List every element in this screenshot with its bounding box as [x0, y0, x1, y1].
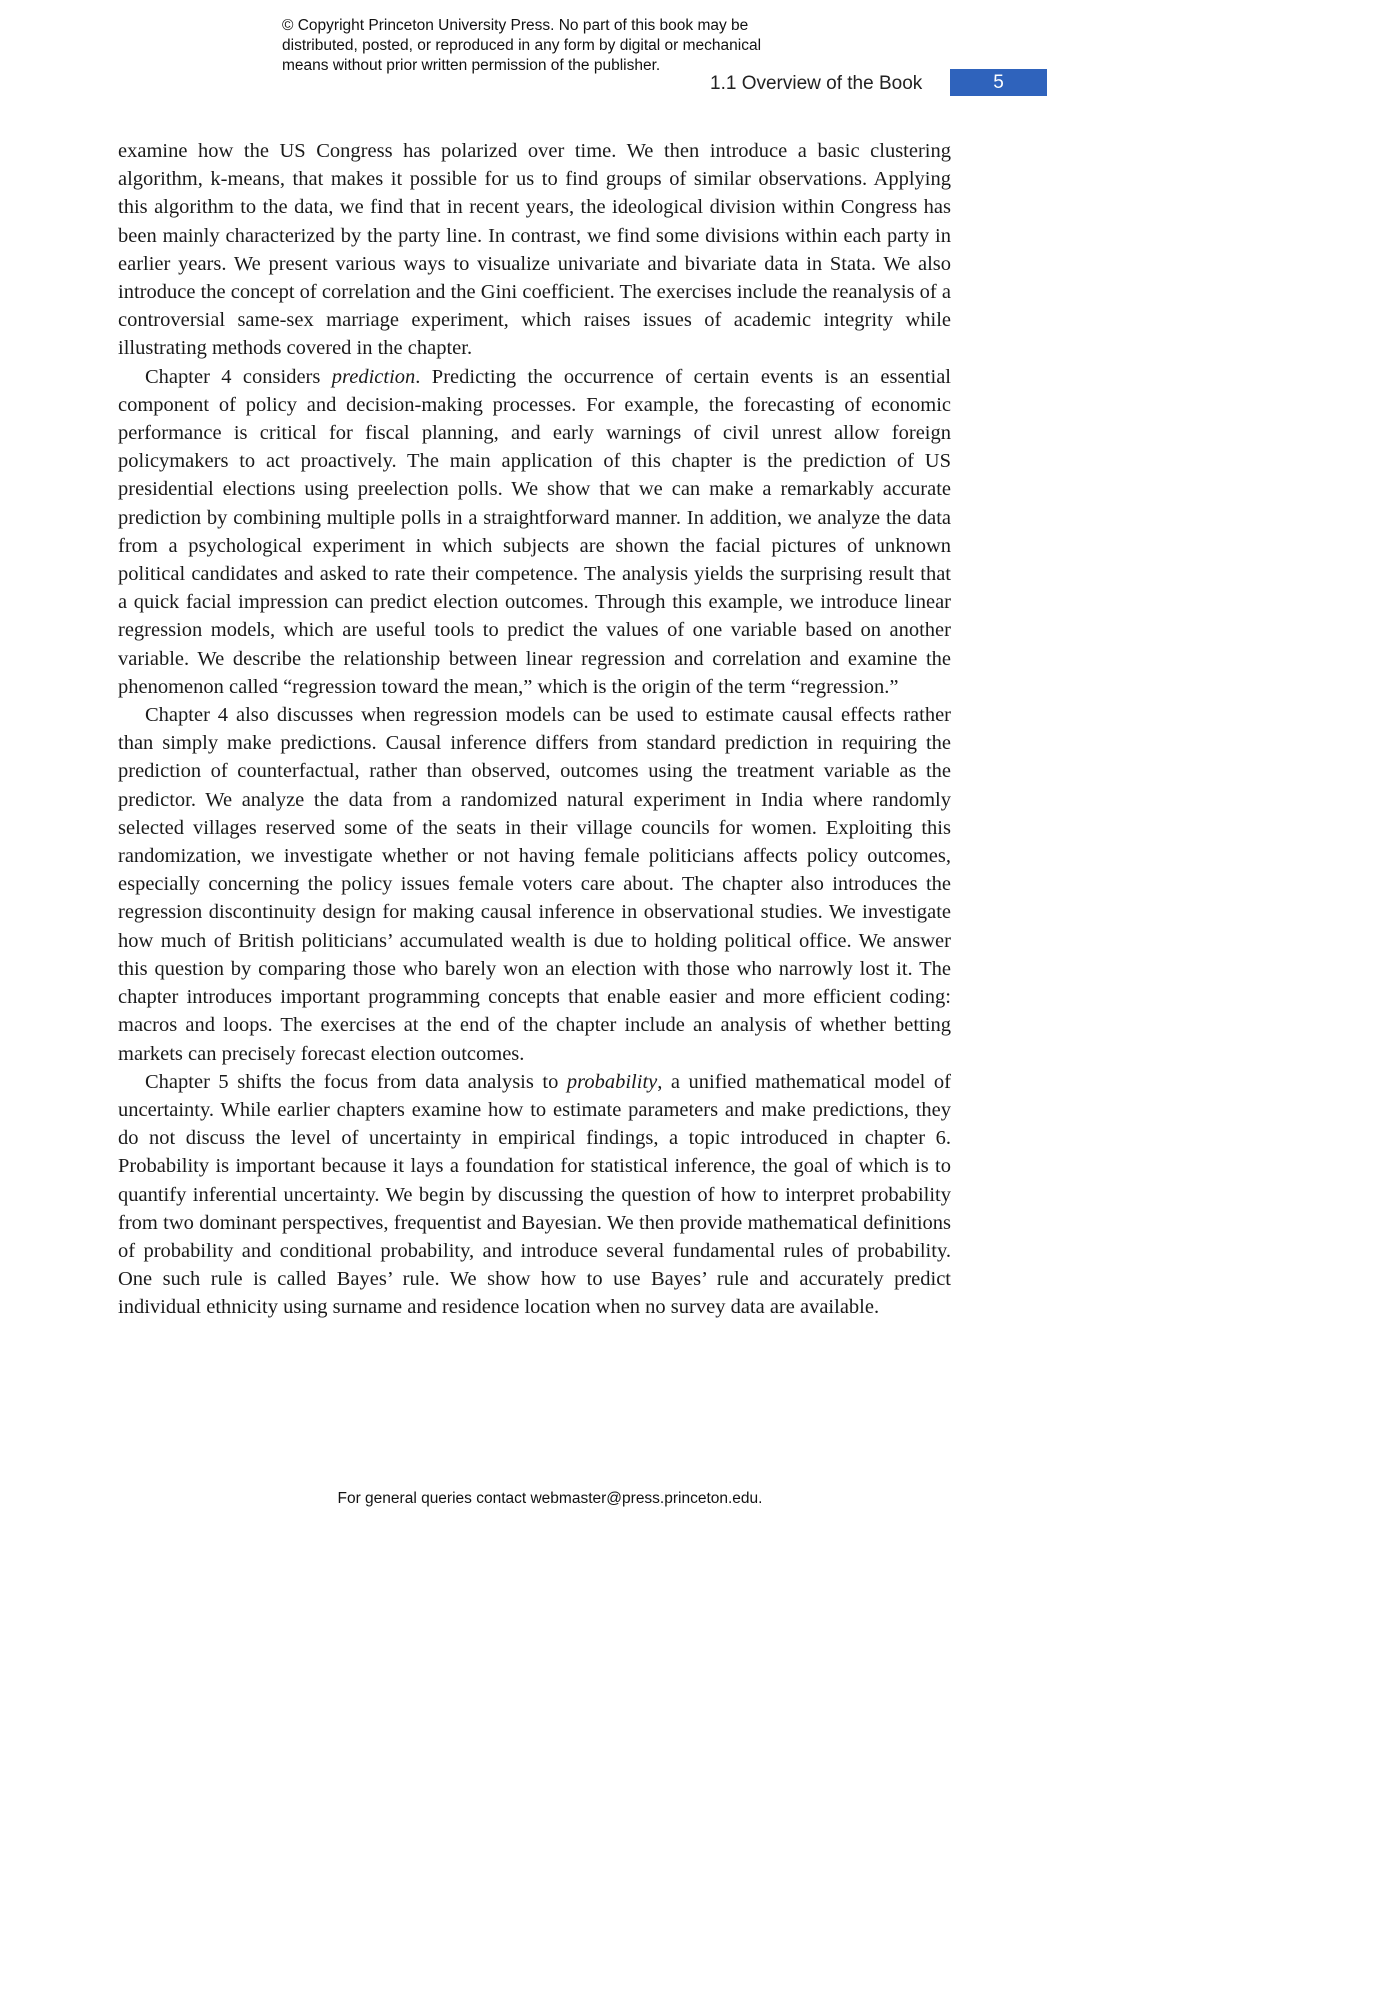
paragraph-text: . Predicting the occurrence of certain events is an essential component of policy and decision-making processes. For example, the forecasting of economic performance is critical for fiscal planning, and early warnings of civil unrest allow foreign policymakers to act proactively. The main application of this chapter is the prediction of US presidential elections using preelection polls. We show that we can make a remarkably accurate prediction by combining multiple polls in a straightforward manner. In addition, we analyze the data from a psychological experiment in which subjects are shown the facial pictures of unknown political candidates and asked to rate their competence. The analysis yields the surprising result that a quick facial impression can predict election outcomes. Through this example, we introduce linear regression models, which are useful tools to predict the values of one variable based on another variable. We describe the relationship between linear regression and correlation and examine the phenomenon called “regression toward the mean,” which is the origin of the term “regression.” — [118, 365, 951, 698]
running-head: 1.1 Overview of the Book — [710, 73, 923, 94]
copyright-line: © Copyright Princeton University Press. No part of this book may be — [282, 17, 749, 34]
copyright-line: distributed, posted, or reproduced in any form by digital or mechanical — [282, 37, 762, 54]
paragraph-text: Chapter 5 shifts the focus from data analysis to — [145, 1070, 567, 1093]
emphasis-term: probability — [566, 1070, 658, 1093]
paragraph-chapter-4-prediction — [118, 363, 951, 701]
body-text — [118, 137, 951, 1322]
copyright-notice — [282, 16, 882, 76]
footer-contact: For general queries contact webmaster@press.princeton.edu. — [337, 1490, 763, 1507]
copyright-line: means without prior written permission of the publisher. — [282, 57, 661, 74]
emphasis-term: prediction — [331, 365, 416, 388]
paragraph-chapter-5-probability — [118, 1068, 951, 1322]
paragraph-chapter-4-causal: Chapter 4 also discusses when regression models can be used to estimate causal effects rather than simply make predictions. Causal inference differs from standard prediction in requiring the prediction of counterfactual, rather than observed, outcomes using the treatment variable as the predictor. We analyze the data from a randomized natural experiment in India where randomly selected villages reserved some of the seats in their village councils for women. Exploiting this randomization, we investigate whether or not having female politicians affects policy outcomes, especially concerning the policy issues female voters care about. The chapter also introduces the regression discontinuity design for making causal inference in observational studies. We investigate how much of British politicians’ accumulated wealth is due to holding political office. We answer this question by comparing those who barely won an election with those who narrowly lost it. The chapter introduces important programming concepts that enable easier and more efficient coding: macros and loops. The exercises at the end of the chapter include an analysis of whether betting markets can precisely forecast election outcomes. — [118, 704, 951, 1065]
page-number: 5 — [950, 69, 1047, 96]
paragraph-continuation: examine how the US Congress has polarized over time. We then introduce a basic clustering algorithm, k-means, that makes it possible for us to find groups of similar observations. Applying this algorithm to the data, we find that in recent years, the ideological division within Congress has been mainly characterized by the party line. In contrast, we find some divisions within each party in earlier years. We present various ways to visualize univariate and bivariate data in Stata. We also introduce the concept of correlation and the Gini coefficient. The exercises include the reanalysis of a controversial same-sex marriage experiment, which raises issues of academic integrity while illustrating methods covered in the chapter. — [118, 140, 951, 360]
paragraph-text: Chapter 4 considers — [145, 365, 332, 388]
paragraph-text: , a unified mathematical model of uncertainty. While earlier chapters examine how to estimate parameters and make predictions, they do not discuss the level of uncertainty in empirical findings, a topic introduced in chapter 6. Probability is important because it lays a foundation for statistical inference, the goal of which is to quantify inferential uncertainty. We begin by discussing the question of how to interpret probability from two dominant perspectives, frequentist and Bayesian. We then provide mathematical definitions of probability and conditional probability, and introduce several fundamental rules of probability. One such rule is called Bayes’ rule. We show how to use Bayes’ rule and accurately predict individual ethnicity using surname and residence location when no survey data are available. — [118, 1070, 951, 1319]
